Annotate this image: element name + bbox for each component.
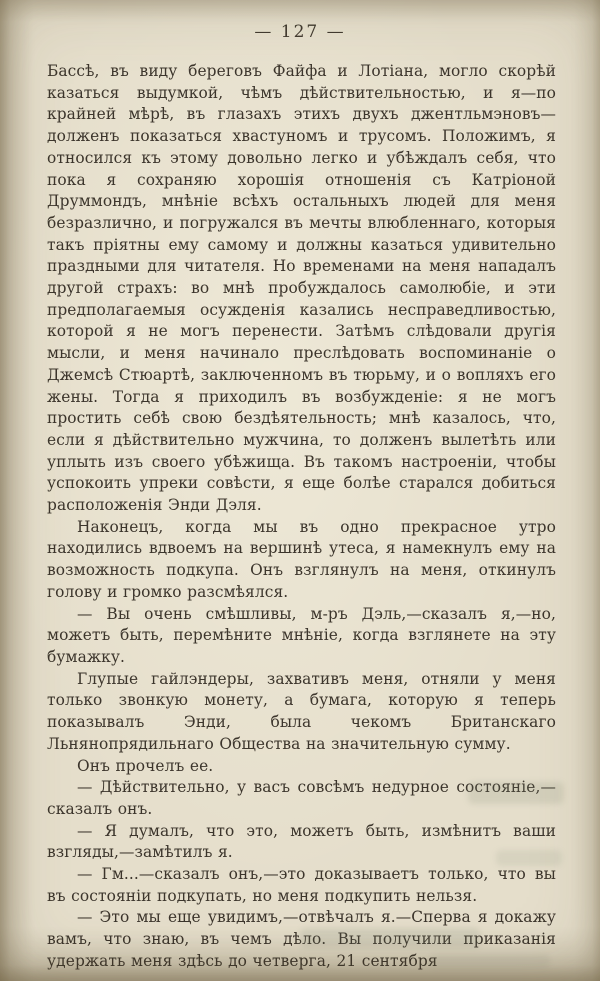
paragraph: Глупые гайлэндеры, захвативъ меня, отняли у меня только звонкую монету, а бумага, которую я теперь показывалъ Энди, была чекомъ Британскаго Льнянопрядильнаго Общества на значительную сумму.	[47, 669, 556, 753]
paragraph: Бассѣ, въ виду береговъ Файфа и Лотіана, могло скорѣй казаться выдумкой, чѣмъ дѣйствительностью, и я—по крайней мѣрѣ, въ глазахъ этихъ двухъ джентльмэновъ—долженъ показаться хвастуномъ и трусомъ. Положимъ, я относился къ этому довольно легко и убѣждалъ себя, что пока я сохраняю хорошія отношенія съ Катріоной Друммондъ, мнѣніе всѣхъ остальныхъ людей для меня безразлично, и погружался въ мечты влюбленнаго, которыя такъ пріятны ему самому и должны казаться удивительно праздными для читателя. Но временами на меня нападалъ другой страхъ: во мнѣ пробуждалось самолюбіе, и эти предполагаемыя осужденія казались несправедливостью, которой я не могъ перенести. Затѣмъ слѣдовали другія мысли, и меня начинало преслѣдовать воспоминаніе о Джемсѣ Стюартѣ, заключенномъ въ тюрьму, и о вопляхъ его жены. Тогда я приходилъ въ возбужденіе: я не могъ простить себѣ свою бездѣятельность; мнѣ казалось, что, если я дѣйствительно мужчина, то долженъ вылетѣть или уплыть изъ своего убѣжища. Въ такомъ настроеніи, чтобы успокоить упреки совѣсти, я еще болѣе старался добиться расположенія Энди Дэля.	[47, 62, 556, 515]
paragraph-dialogue: — Вы очень смѣшливы, м-ръ Дэль,—сказалъ я,—но, можетъ быть, перемѣните мнѣніе, когда взглянете на эту бумажку.	[47, 604, 556, 666]
paragraph-dialogue: — Гм...—сказалъ онъ,—это доказываетъ только, что вы въ состояніи подкупать, но меня подкупить нельзя.	[47, 865, 556, 905]
paragraph-dialogue: — Я думалъ, что это, можетъ быть, измѣнитъ ваши взгляды,—замѣтилъ я.	[47, 821, 556, 862]
paragraph-dialogue: — Это мы еще увидимъ,—отвѣчалъ я.—Сперва я докажу вамъ, что знаю, въ чемъ дѣло. Вы получили приказанія удержать меня здѣсь до четверга, 21 сентября	[47, 908, 556, 970]
page-number: — 127 —	[254, 22, 346, 42]
paragraph: Онъ прочелъ ее.	[77, 756, 214, 775]
paragraph: Наконецъ, когда мы въ одно прекрасное утро находились вдвоемъ на вершинѣ утеса, я намекнулъ ему на возможность подкупа. Онъ взглянулъ на меня, откинулъ голову и громко разсмѣялся.	[47, 517, 556, 601]
page-text-block	[47, 61, 556, 973]
paragraph-dialogue: — Дѣйствительно, у васъ совсѣмъ недурное состояніе,—сказалъ онъ.	[47, 778, 556, 818]
